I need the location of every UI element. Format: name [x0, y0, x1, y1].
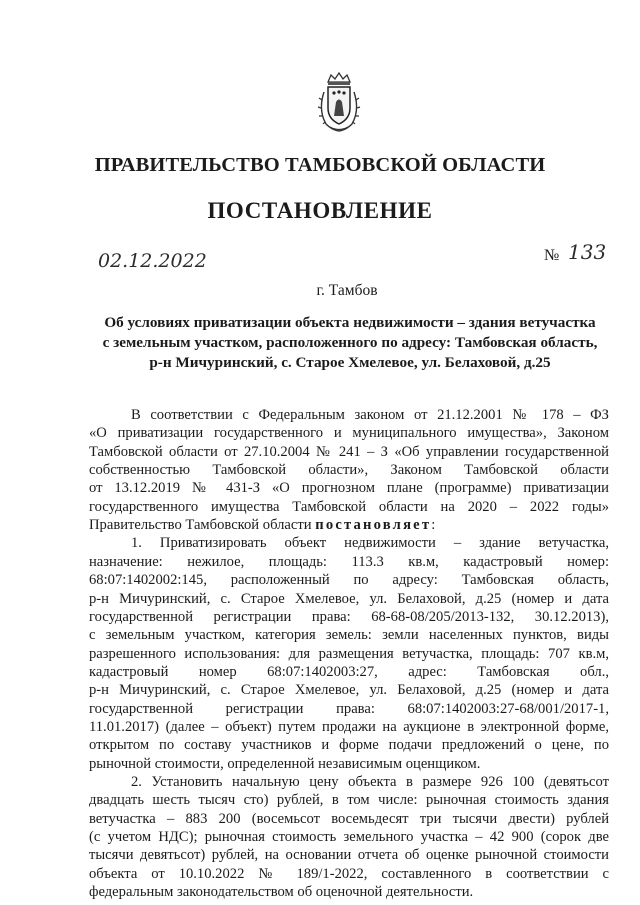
body-line: В соответствии с Федеральным законом от 21.12.2001 № 178 – ФЗ [131, 407, 609, 423]
body-line: объекта от 10.10.2022 № 189/1-2022, составленного в соответствии с [89, 865, 609, 882]
tambov-coat-of-arms-icon [316, 72, 362, 134]
subject-line: р-н Мичуринский, с. Старое Хмелевое, ул. Белаховой, д.25 [149, 354, 551, 371]
document-number-label: № [544, 247, 560, 264]
body-line [89, 517, 609, 534]
body-line: (с учетом НДС); рыночная стоимость земельного участка – 42 900 (сорок две [89, 829, 609, 845]
subject-line: с земельным участком, расположенного по адресу: Тамбовская область, [102, 334, 598, 351]
body-line: тысячи девятьсот) рублей, на основании отчета об оценке рыночной стоимости [89, 847, 609, 864]
decree-preamble: Правительство Тамбовской области [89, 517, 312, 534]
document-type-title: ПОСТАНОВЛЕНИЕ [207, 198, 433, 223]
body-line: 2. Установить начальную цену объекта в размере 926 100 (девятьсот [131, 773, 609, 790]
body-line: двадцать шесть тысяч сто) рублей, в том числе: рыночная стоимость здания [89, 792, 609, 809]
document-number: 133 [568, 240, 607, 264]
body-line: назначение: нежилое, площадь: 113.3 кв.м, кадастровый номер: [89, 553, 609, 570]
decree-word: постановляет [315, 517, 432, 534]
body-line: государственной регистрации права: 68:07:1402003:27-68/001/2017-1, [89, 700, 609, 717]
subject-line: Об условиях приватизации объекта недвижимости – здания ветучастка [104, 314, 596, 331]
body-line: государственного имущества Тамбовской области на 2020 – 2022 годы» [89, 498, 609, 515]
body-line: «О приватизации государственного и муниципального имущества», Законом [89, 425, 609, 442]
body-line: собственностью Тамбовской области», Законом Тамбовской области [89, 462, 609, 478]
body-line: р-н Мичуринский, с. Старое Хмелевое, ул. Белаховой, д.25 (номер и дата [89, 682, 609, 699]
body-line: ветучастка – 883 200 (восемьсот восемьдесят три тысячи двести) рублей [89, 810, 609, 827]
document-date: 02.12.2022 [98, 250, 207, 272]
document-city: г. Тамбов [316, 282, 378, 299]
body-line: Тамбовской области от 27.10.2004 № 241 – З «Об управлении государственной [89, 443, 609, 460]
body-line: с земельным участком, категория земель: земли населенных пунктов, виды [89, 627, 609, 644]
government-title: ПРАВИТЕЛЬСТВО ТАМБОВСКОЙ ОБЛАСТИ [94, 154, 546, 176]
body-line: рыночной стоимости, определенной независимым оценщиком. [89, 755, 481, 772]
body-line: 68:07:1402002:145, расположенный по адресу: Тамбовская область, [89, 572, 609, 589]
body-line: федеральным законодательством об оценочной деятельности. [89, 884, 474, 900]
body-line: от 13.12.2019 № 431-З «О прогнозном плане (программе) приватизации [89, 480, 609, 497]
body-line: 11.01.2017) (далее – объект) путем продажи на аукционе в электронной форме, [89, 718, 609, 735]
decree-colon: : [431, 517, 436, 534]
body-line: р-н Мичуринский, с. Старое Хмелевое, ул. Белаховой, д.25 (номер и дата [89, 590, 609, 607]
body-line: разрешенного использования: для размещения ветучастка, площадь: 707 кв.м, [89, 645, 609, 662]
body-line: государственной регистрации права: 68-68-08/205/2013-132, 30.12.2013), [89, 608, 609, 625]
document-subject [92, 313, 608, 373]
body-line: кадастровый номер 68:07:1402003:27, адрес: Тамбовская обл., [89, 663, 609, 680]
body-line: открытом по составу участников и форме подачи предложений о цене, по [89, 737, 609, 754]
body-line: 1. Приватизировать объект недвижимости – здание ветучастка, [131, 535, 609, 552]
